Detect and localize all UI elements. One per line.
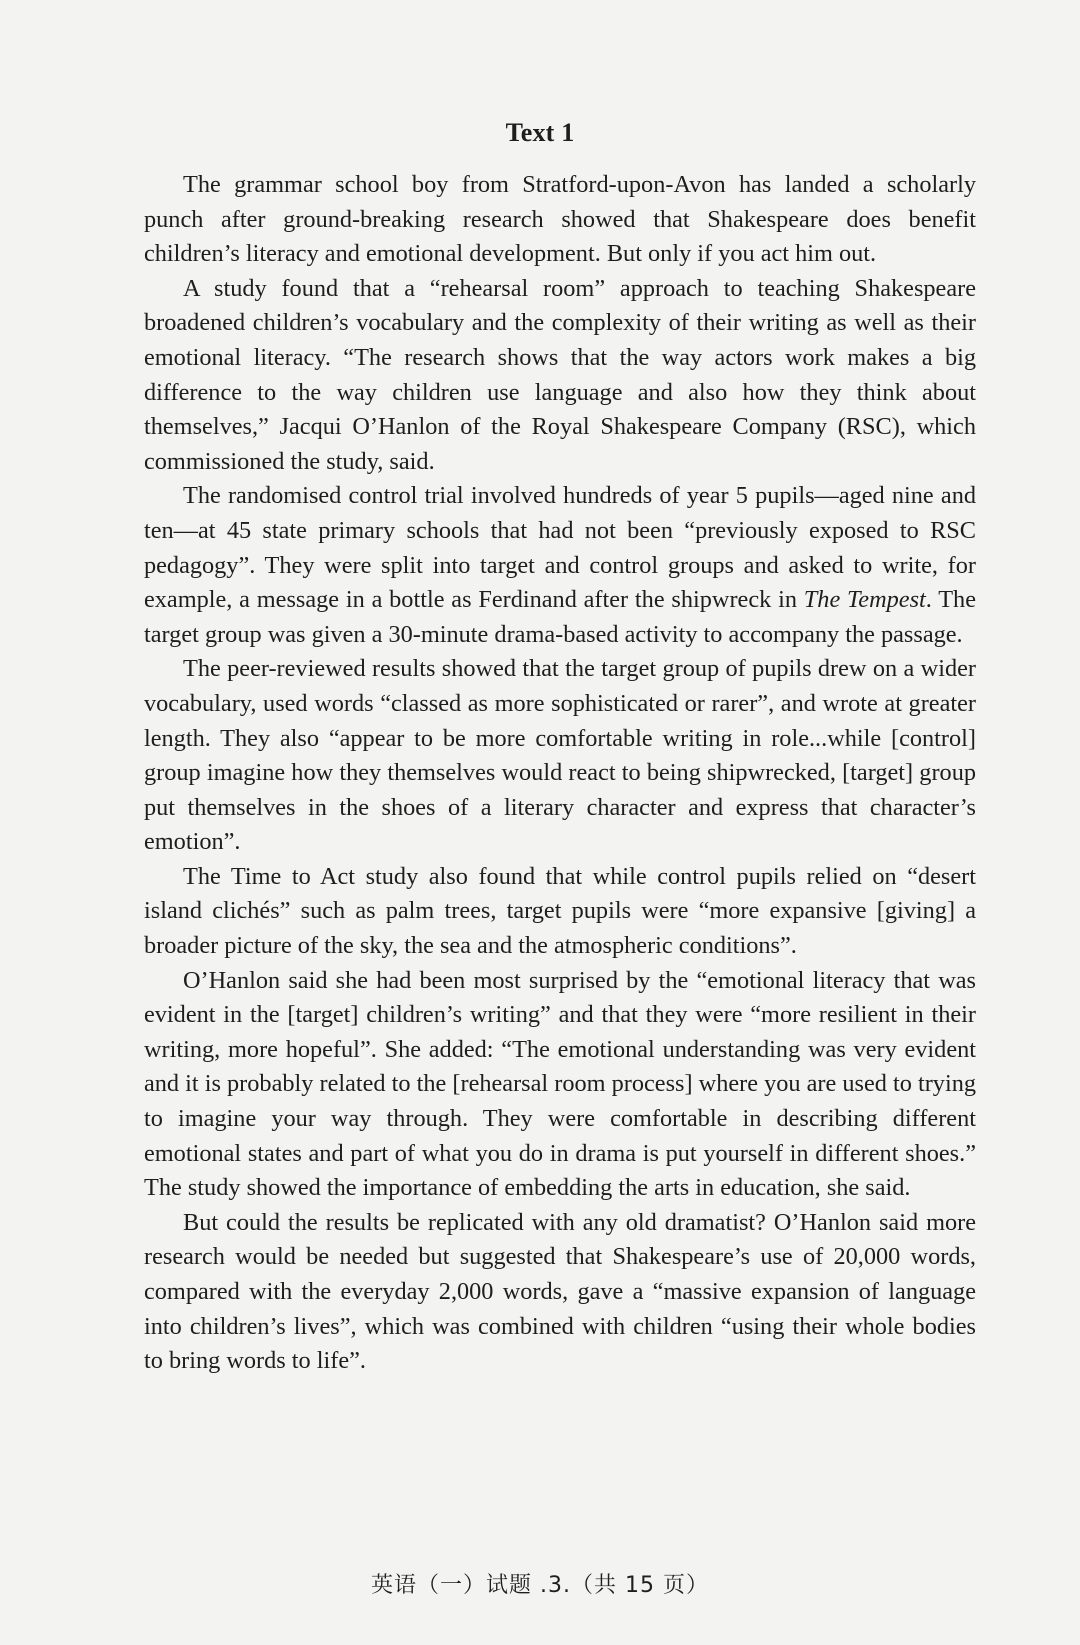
paragraph-6: O’Hanlon said she had been most surprised by the “emotional literacy that was evident in the [target] children’s writing” and that they were “more resilient in their writing, more hopeful”. She added: “The emotional understanding was very evident and it is probably related to the [rehearsal room process] where you are used to trying to imagine your way through. They were comfortable in describing different emotional states and part of what you do in drama is put yourself in different shoes.” The study showed the importance of embedding the arts in education, she said.	[144, 966, 976, 1202]
footer-total-pages: （共 15 页）	[571, 1573, 709, 1598]
paragraph-1: The grammar school boy from Stratford-upon-Avon has landed a scholarly punch after ground-breaking research showed that Shakespeare does benefit children’s literacy and emotional development. But only if you act him out.	[144, 171, 976, 268]
page-footer	[0, 1568, 1080, 1599]
paragraph-2: A study found that a “rehearsal room” approach to teaching Shakespeare broadened children’s vocabulary and the complexity of their writing as well as their emotional literacy. “The research shows that the way actors work makes a big difference to the way children use language and also how they think about themselves,” Jacqui O’Hanlon of the Royal Shakespeare Company (RSC), which commissioned the study, said.	[144, 274, 976, 475]
text-title: Text 1	[505, 118, 575, 147]
paragraph-3-after: . The target group was given a 30-minute drama-based activity to accompany the passage.	[144, 586, 976, 648]
footer-page-number: .3.	[540, 1573, 571, 1598]
paragraph-3-before: The randomised control trial involved hundreds of year 5 pupils—aged nine and ten—at 45 state primary schools that had not been “previously exposed to RSC pedagogy”. They were split into target and control groups and asked to write, for example, a message in a bottle as Ferdinand after the shipwreck in	[144, 482, 976, 614]
paragraph-4: The peer-reviewed results showed that the target group of pupils drew on a wider vocabulary, used words “classed as more sophisticated or rarer”, and wrote at greater length. They also “appear to be more comfortable writing in role...while [control] group imagine how they themselves would react to being shipwrecked, [target] group put themselves in the shoes of a literary character and express that character’s emotion”.	[144, 655, 976, 856]
paragraph-7: But could the results be replicated with any old dramatist? O’Hanlon said more research would be needed but suggested that Shakespeare’s use of 20,000 words, compared with the everyday 2,000 words, gave a “massive expansion of language into children’s lives”, which was combined with children “using their whole bodies to bring words to life”.	[144, 1208, 976, 1375]
footer-subject: 英语（一）试题	[371, 1573, 533, 1598]
paragraph-3	[144, 479, 976, 652]
book-title-italic: The Tempest	[803, 586, 926, 614]
passage-body	[144, 168, 976, 1379]
paragraph-5: The Time to Act study also found that while control pupils relied on “desert island clichés” such as palm trees, target pupils were “more expansive [giving] a broader picture of the sky, the sea and the atmospheric conditions”.	[144, 862, 976, 960]
